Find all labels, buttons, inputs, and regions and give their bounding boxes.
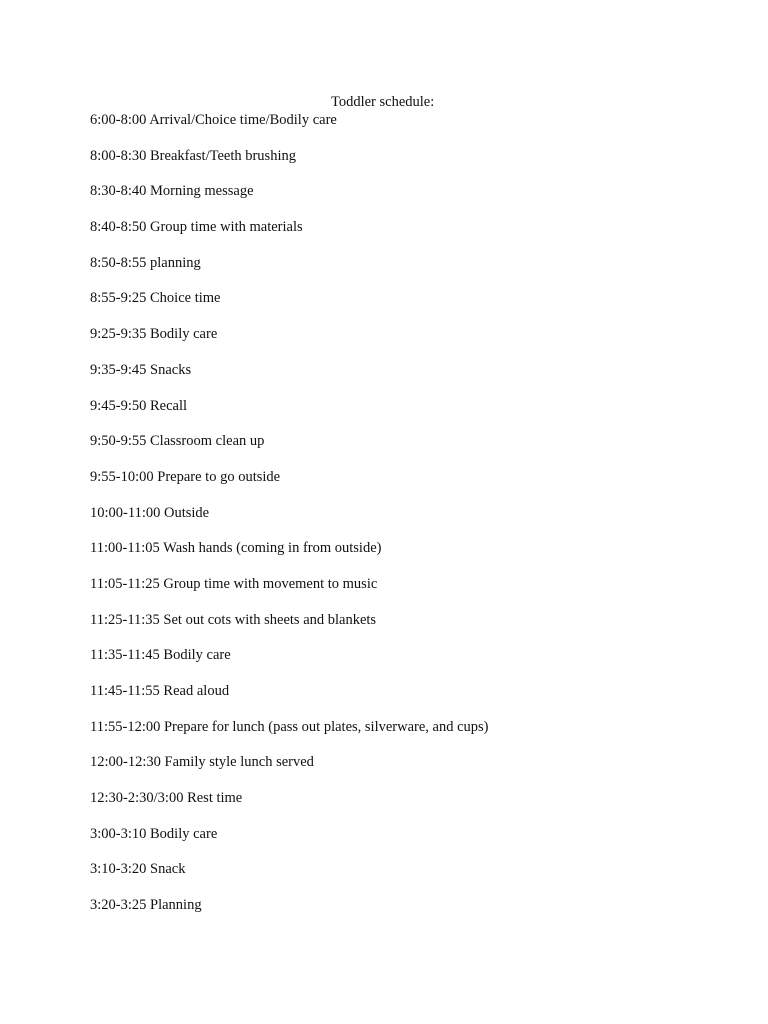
page-title: Toddler schedule:: [331, 94, 435, 110]
schedule-item: 9:45-9:50 Recall: [90, 397, 188, 414]
schedule-item: 8:30-8:40 Morning message: [90, 183, 254, 200]
schedule-item: 3:20-3:25 Planning: [90, 897, 202, 914]
schedule-item: 8:00-8:30 Breakfast/Teeth brushing: [90, 147, 296, 164]
schedule-item: 9:35-9:45 Snacks: [90, 361, 192, 378]
schedule-item: 11:05-11:25 Group time with movement to music: [90, 575, 378, 592]
schedule-item: 10:00-11:00 Outside: [90, 504, 210, 521]
schedule-item: 12:00-12:30 Family style lunch served: [90, 754, 314, 771]
schedule-item: 3:00-3:10 Bodily care: [90, 825, 218, 842]
schedule-item: 12:30-2:30/3:00 Rest time: [90, 790, 243, 807]
schedule-item: 11:35-11:45 Bodily care: [90, 647, 231, 664]
schedule-item: 6:00-8:00 Arrival/Choice time/Bodily care: [90, 112, 337, 128]
schedule-item: 11:25-11:35 Set out cots with sheets and blankets: [90, 611, 377, 628]
schedule-item: 8:50-8:55 planning: [90, 254, 201, 271]
schedule-item: 11:55-12:00 Prepare for lunch (pass out plates, silverware, and cups): [90, 718, 489, 735]
schedule-item: 8:55-9:25 Choice time: [90, 290, 221, 307]
schedule-item: 9:50-9:55 Classroom clean up: [90, 433, 265, 450]
schedule-item: 11:00-11:05 Wash hands (coming in from outside): [90, 540, 382, 557]
schedule-list: [90, 111, 489, 932]
schedule-item: 8:40-8:50 Group time with materials: [90, 219, 303, 236]
schedule-item: 11:45-11:55 Read aloud: [90, 683, 230, 699]
schedule-item: 3:10-3:20 Snack: [90, 861, 186, 878]
schedule-item: 9:25-9:35 Bodily care: [90, 326, 218, 343]
schedule-item: 9:55-10:00 Prepare to go outside: [90, 468, 281, 485]
